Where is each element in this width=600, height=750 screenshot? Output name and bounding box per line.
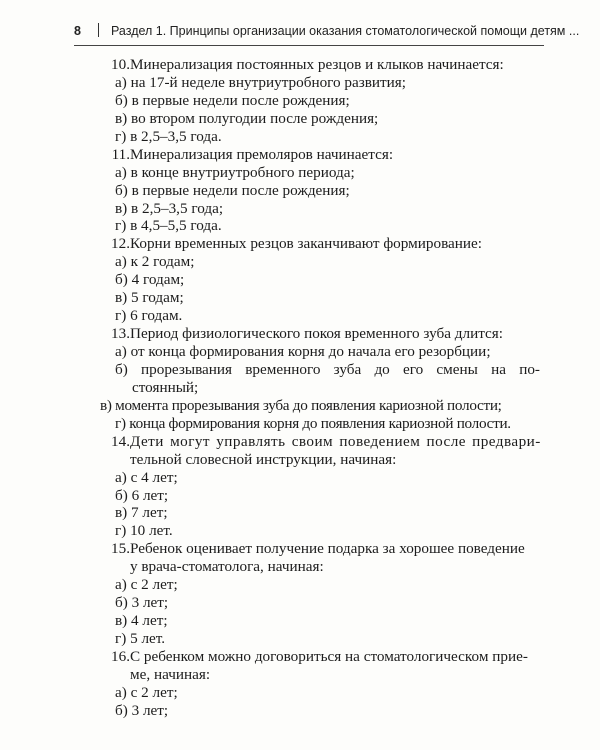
answer-option: а) на 17-й неделе внутриутробного развития; [115,73,407,91]
question-block [100,325,540,433]
question-number: 14. [111,432,130,450]
question-text: 11. Минерализация премоляров начинается: [111,145,394,163]
question-block [100,56,540,146]
answer-option: в) 7 лет; [115,504,168,522]
answer-option: в) момента прорезывания зуба до появления кариозной полости; [100,396,502,414]
answer-option: б) 6 лет; [115,486,169,504]
answer-option: б) прорезывания временного зуба до его смены на по- [115,360,540,378]
running-title: Раздел 1. Принципы организации оказания стоматологической помощи детям ... [111,24,580,38]
answer-option: г) в 2,5–3,5 года. [115,127,222,145]
question-number: 15. [111,540,130,558]
question-text: 13. Период физиологического покоя временного зуба длится: [111,325,503,343]
answer-option: а) к 2 годам; [115,253,195,271]
question-block [100,146,540,236]
answer-option: а) с 2 лет; [115,576,178,594]
question-block [100,648,540,720]
question-list [100,56,540,720]
answer-option: г) 6 годам. [115,307,183,325]
running-header [74,23,580,38]
answer-option: г) в 4,5–5,5 года. [115,217,222,235]
header-separator [98,23,99,37]
answer-option: б) 3 лет; [115,701,169,719]
question-number: 12. [111,235,130,253]
question-text-continuation: ме, начиная: [130,665,211,683]
question-block [100,433,540,541]
answer-option: а) с 4 лет; [115,468,178,486]
question-text: 14. Дети могут управлять своим поведением после предвари- [111,432,541,450]
answer-option: г) 5 лет. [115,630,166,647]
page-number: 8 [74,24,81,38]
answer-option: в) 4 лет; [115,612,168,630]
answer-option: г) 10 лет. [115,522,173,540]
answer-option: б) в первые недели после рождения; [115,181,350,199]
header-rule [74,45,544,46]
answer-option: б) 4 годам; [115,271,185,289]
answer-option: а) от конца формирования корня до начала его резорбции; [115,343,491,360]
question-text: 16. С ребенком можно договориться на стоматологическом прие- [111,647,528,665]
question-text: 12. Корни временных резцов заканчивают формирование: [111,235,482,253]
answer-option: б) в первые недели после рождения; [115,91,350,109]
question-number: 16. [111,647,130,665]
answer-option: а) в конце внутриутробного периода; [115,163,355,181]
answer-option-continuation: стоянный; [132,378,199,396]
question-text: 15. Ребенок оценивает получение подарка за хорошее поведение [111,540,525,558]
answer-option: в) во втором полугодии после рождения; [115,109,379,127]
answer-option: в) в 2,5–3,5 года; [115,199,224,217]
question-block [100,235,540,325]
answer-option: в) 5 годам; [115,289,184,307]
question-number: 11. [111,145,130,163]
question-text-continuation: у врача-стоматолога, начиная: [130,558,324,576]
question-number: 10. [111,56,130,73]
question-number: 13. [111,325,130,343]
question-block [100,540,540,648]
answer-option: г) конца формирования корня до появления кариозной полости. [115,414,511,432]
question-text: 10. Минерализация постоянных резцов и клыков начинается: [111,56,504,73]
question-text-continuation: тельной словесной инструкции, начиная: [130,450,397,468]
answer-option: б) 3 лет; [115,594,169,612]
answer-option: а) с 2 лет; [115,683,178,701]
